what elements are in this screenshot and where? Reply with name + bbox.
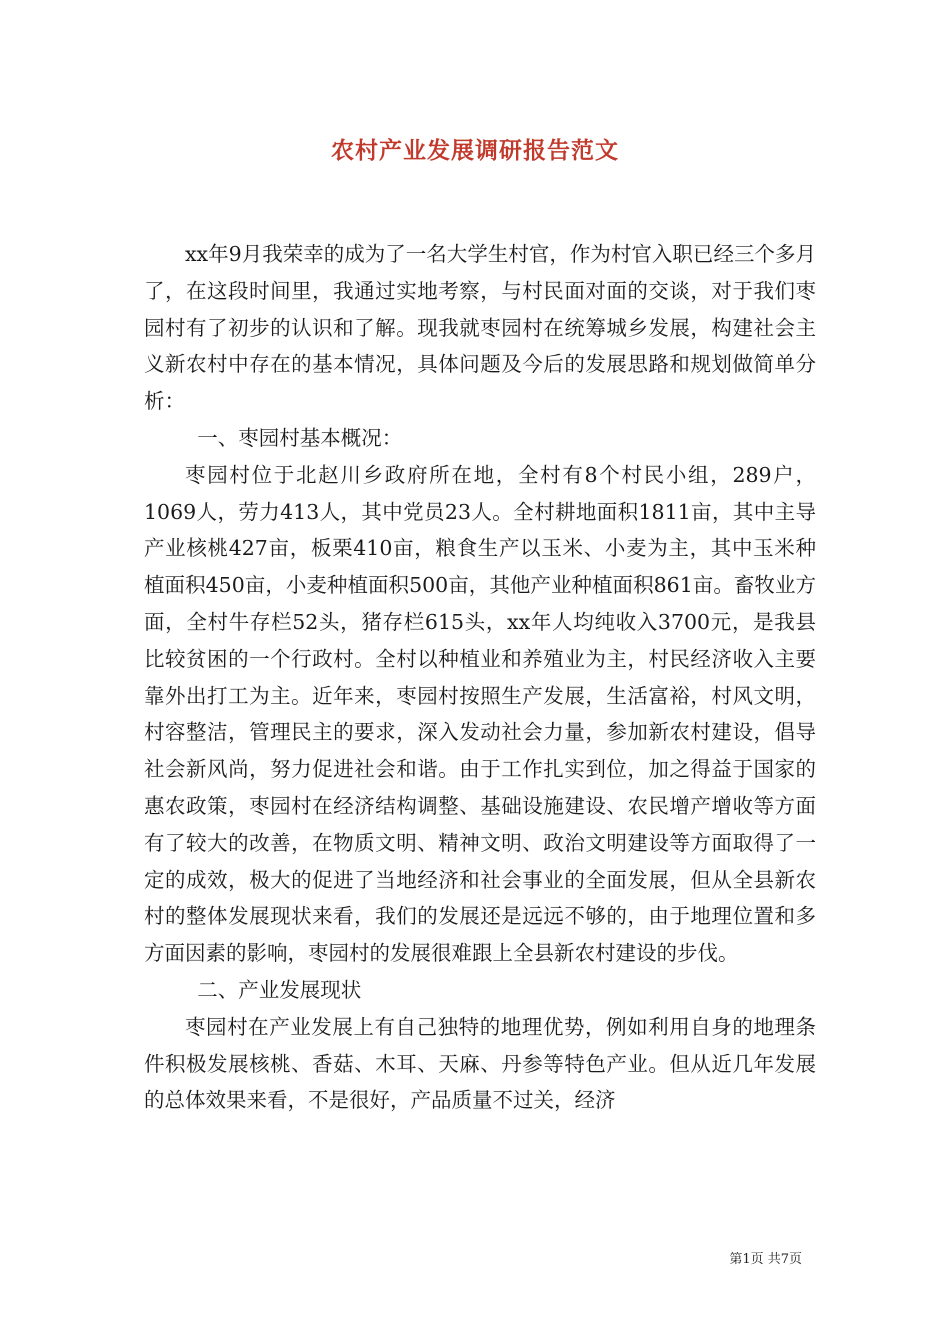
section-heading-2: 二、产业发展现状: [197, 977, 362, 1002]
page-number: 第1页 共7页: [729, 1252, 802, 1267]
intro-paragraph: xx年9月我荣幸的成为了一名大学生村官，作为村官入职已经三个多月了，在这段时间里，我通过实地考察，与村民面对面的交谈，对于我们枣园村有了初步的认识和了解。现我就枣园村在统筹城乡发展，构建社会主义新农村中存在的基本情况，具体问题及今后的发展思路和规划做简单分析：: [144, 242, 816, 414]
document-title: 农村产业发展调研报告范文: [331, 137, 619, 164]
overview-paragraph: 枣园村位于北赵川乡政府所在地，全村有8个村民小组，289户，1069人，劳力413人，其中党员23人。全村耕地面积1811亩，其中主导产业核桃427亩，板栗410亩，粮食生产以玉米、小麦为主，其中玉米种植面积450亩，小麦种植面积500亩，其他产业种植面积861亩。畜牧业方面，全村牛存栏52头，猪存栏615头，xx年人均纯收入3700元，是我县比较贫困的一个行政村。全村以种植业和养殖业为主，村民经济收入主要靠外出打工为主。近年来，枣园村按照生产发展，生活富裕，村风文明，村容整洁，管理民主的要求，深入发动社会力量，参加新农村建设，倡导社会新风尚，努力促进社会和谐。由于工作扎实到位，加之得益于国家的惠农政策，枣园村在经济结构调整、基础设施建设、农民增产增收等方面有了较大的改善，在物质文明、精神文明、政治文明建设等方面取得了一定的成效，极大的促进了当地经济和社会事业的全面发展，但从全县新农村的整体发展现状来看，我们的发展还是远远不够的，由于地理位置和多方面因素的影响，枣园村的发展很难跟上全县新农村建设的步伐。: [144, 462, 816, 966]
section-heading-1: 一、枣园村基本概况：: [197, 425, 403, 450]
document-body: [144, 236, 816, 1119]
industry-paragraph: 枣园村在产业发展上有自己独特的地理优势，例如利用自身的地理条件积极发展核桃、香菇、木耳、天麻、丹参等特色产业。但从近几年发展的总体效果来看，不是很好，产品质量不过关，经济: [144, 1014, 816, 1113]
